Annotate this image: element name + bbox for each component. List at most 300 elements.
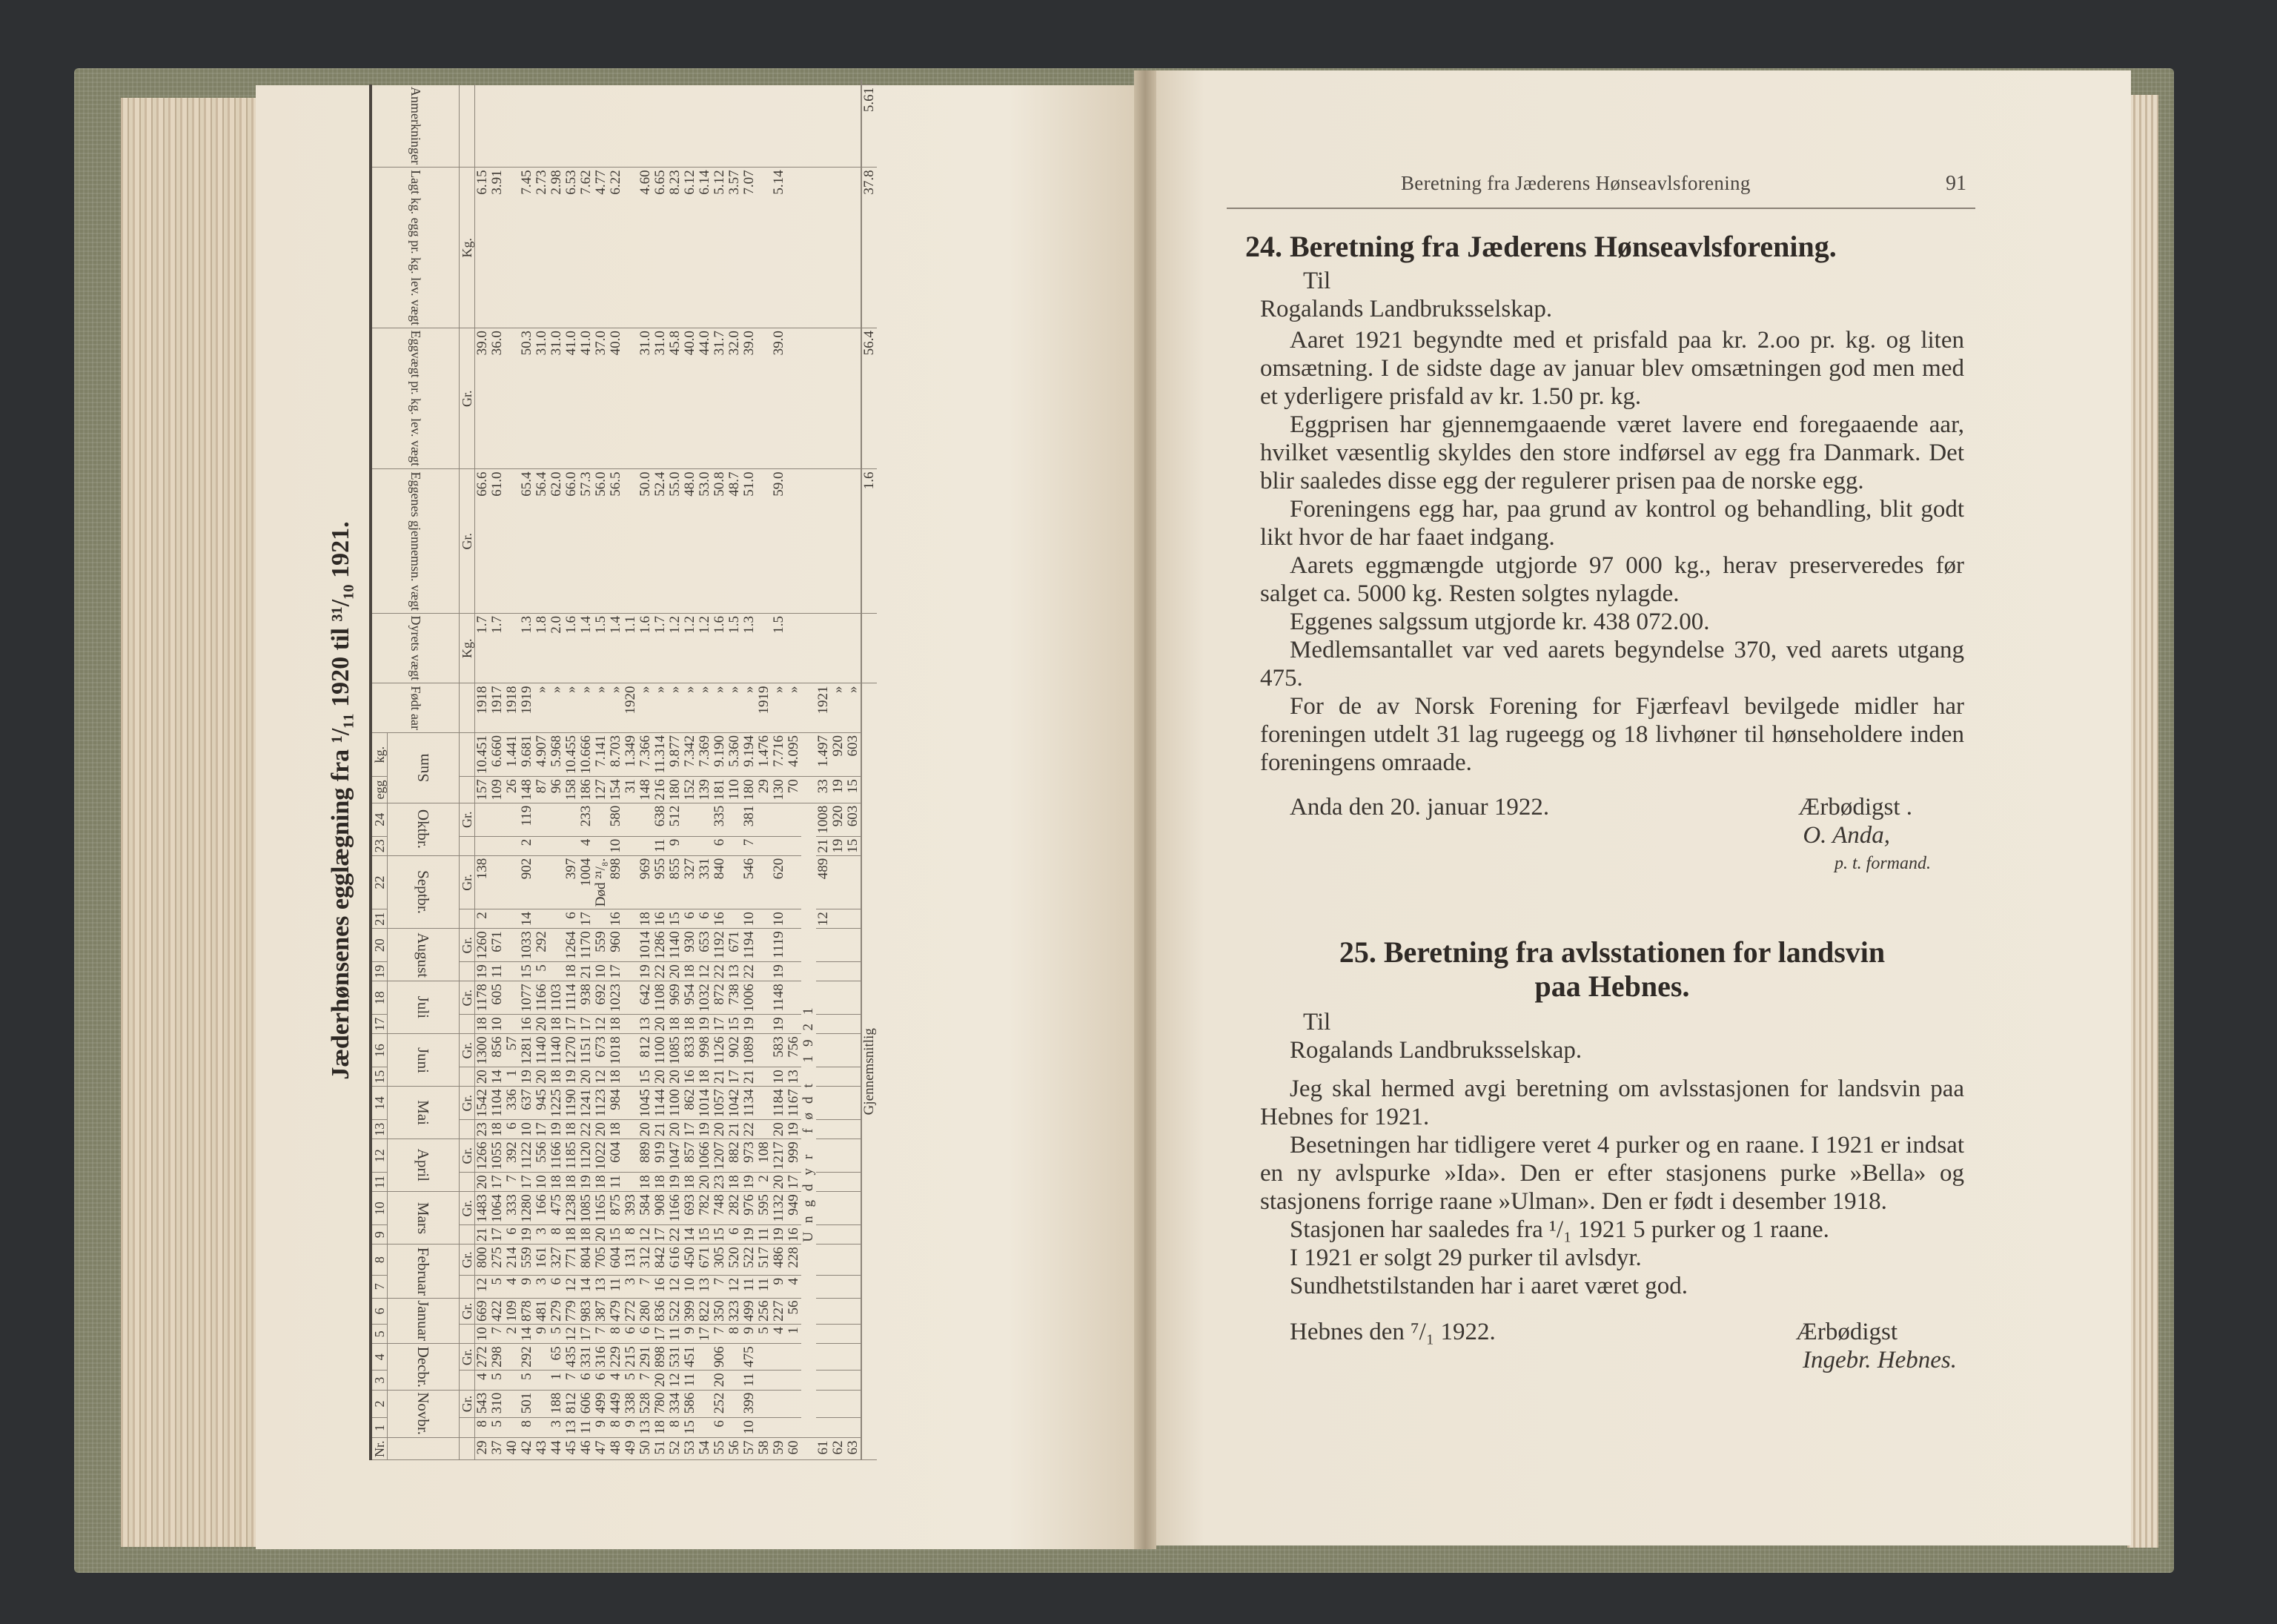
egg-count: 8	[727, 1325, 742, 1344]
cell-weight: 1.7	[490, 613, 505, 683]
egg-grams: 56	[786, 1298, 801, 1325]
egg-count: 7	[712, 1275, 727, 1298]
egg-count: 20	[653, 1371, 668, 1390]
egg-grams: 1066	[697, 1139, 712, 1173]
cell-kg_per_kg	[505, 168, 520, 328]
signature: O. Anda,	[1803, 822, 1890, 849]
egg-count: 12	[594, 1067, 609, 1087]
egg-count: 21	[579, 962, 594, 981]
egg-count: 19	[742, 1015, 757, 1034]
table-row	[683, 80, 697, 1460]
egg-grams: 387	[594, 1298, 609, 1325]
cell-egg: 109	[490, 777, 505, 803]
egg-grams	[623, 929, 638, 962]
egg-grams: 920	[831, 803, 846, 836]
gram-unit: Gr.	[460, 1244, 475, 1276]
notes-cell	[520, 84, 534, 167]
egg-count: 16	[609, 909, 623, 929]
column-number: 22	[371, 855, 388, 909]
table-row	[816, 80, 831, 1460]
egg-grams: 1032	[697, 981, 712, 1015]
egg-grams: 882	[727, 1139, 742, 1173]
blank	[801, 683, 816, 732]
column-number: Nr.	[371, 1438, 388, 1460]
row-number: 53	[683, 1438, 697, 1460]
cell-egg_per_kg: 31.7	[712, 328, 727, 469]
sum-header: Sum	[388, 732, 460, 803]
egg-grams: 279	[549, 1298, 564, 1325]
cell-weight	[505, 613, 520, 683]
egg-count: 11	[490, 962, 505, 981]
egg-count: 16	[653, 1275, 668, 1298]
egg-grams: 215	[623, 1344, 638, 1371]
egg-grams: 1194	[742, 929, 757, 962]
egg-grams: 543	[475, 1390, 491, 1417]
egg-count	[846, 909, 861, 929]
table-row	[623, 80, 638, 1460]
cell-kg: 11.314	[653, 732, 668, 776]
notes-cell	[846, 84, 861, 167]
egg-count	[757, 909, 772, 929]
egg-grams: 960	[609, 929, 623, 962]
extra-header-label: Eggvægt pr. kg. lev. vægt	[408, 331, 423, 467]
cell-year: 1917	[490, 683, 505, 732]
egg-count: 19	[742, 1173, 757, 1192]
column-number: 10	[371, 1192, 388, 1225]
egg-count: 20	[594, 1225, 609, 1244]
egg-count: 17	[712, 1015, 727, 1034]
cell-egg_per_kg: 39.0	[772, 328, 786, 469]
row-number: 62	[831, 1438, 846, 1460]
egg-grams: 1085	[579, 1192, 594, 1225]
notes-cell	[564, 84, 579, 167]
egg-grams: 1178	[475, 981, 491, 1015]
egg-count: 2	[505, 1325, 520, 1344]
egg-grams	[831, 1139, 846, 1173]
egg-count: 21	[653, 1120, 668, 1139]
signature-title: p. t. formand.	[1834, 854, 1931, 873]
cell-kg_per_kg: 6.15	[475, 168, 491, 328]
egg-grams: 280	[638, 1298, 653, 1325]
cell-egg_per_kg: 41.0	[564, 328, 579, 469]
cell-egg_per_kg: 31.0	[638, 328, 653, 469]
egg-count: 9	[683, 1325, 697, 1344]
egg-grams: 898	[653, 1344, 668, 1371]
egg-grams	[831, 1192, 846, 1225]
cell-avg_egg: 62.0	[549, 469, 564, 613]
egg-grams: 316	[594, 1344, 609, 1371]
egg-count: 18	[653, 1418, 668, 1438]
egg-count: 19	[772, 962, 786, 981]
cell-weight: 1.6	[564, 613, 579, 683]
egg-grams: 397	[564, 855, 579, 909]
egg-grams: 1140	[668, 929, 683, 962]
row-number: 61	[816, 1438, 831, 1460]
cell-kg_per_kg: 7.62	[579, 168, 594, 328]
egg-count: 20	[712, 1371, 727, 1390]
egg-count: 20	[772, 1120, 786, 1139]
egg-grams: 822	[697, 1298, 712, 1325]
cell-weight: 1.6	[638, 613, 653, 683]
egg-grams: 451	[683, 1344, 697, 1371]
egg-count	[816, 962, 831, 981]
table-row	[475, 80, 491, 1460]
cell-avg_egg	[846, 469, 861, 613]
egg-grams: 673	[594, 1034, 609, 1067]
egg-count	[816, 1015, 831, 1034]
egg-count: 1	[505, 1067, 520, 1087]
cell-egg_per_kg	[786, 328, 801, 469]
month-header	[388, 1298, 460, 1344]
egg-count	[623, 836, 638, 855]
section24-paragraph: Aarets eggmængde utgjorde 97 000 kg., herav preserveredes før salget ca. 5000 kg. Resten solgtes nylagde.	[1260, 552, 1964, 607]
month-header	[388, 1139, 460, 1192]
egg-count: 8	[609, 1325, 623, 1344]
egg-grams: 298	[490, 1344, 505, 1371]
egg-count: 15	[846, 836, 861, 855]
egg-grams	[816, 1344, 831, 1371]
cell-avg_egg: 66.0	[564, 469, 579, 613]
egg-grams: 1184	[772, 1087, 786, 1120]
egg-grams: 282	[727, 1192, 742, 1225]
egg-count: 18	[564, 962, 579, 981]
row-number: 60	[786, 1438, 801, 1460]
notes-cell	[549, 84, 564, 167]
egg-count	[831, 1275, 846, 1298]
egg-grams	[623, 1139, 638, 1173]
egg-count	[831, 1173, 846, 1192]
egg-grams	[505, 1344, 520, 1371]
egg-count: 13	[594, 1275, 609, 1298]
egg-count: 11	[579, 1418, 594, 1438]
egg-count: 7	[505, 1173, 520, 1192]
egg-count: 17	[609, 962, 623, 981]
egg-count	[534, 1371, 549, 1390]
egg-count: 13	[564, 1418, 579, 1438]
egg-count: 15	[712, 1225, 727, 1244]
month-header	[388, 1344, 460, 1390]
table-row	[505, 80, 520, 1460]
egg-count: 14	[490, 1067, 505, 1087]
cell-kg: 6.660	[490, 732, 505, 776]
egg-count: 9	[594, 1418, 609, 1438]
table-row	[831, 80, 846, 1460]
egg-count: 19	[697, 1015, 712, 1034]
egg-count: 4	[579, 836, 594, 855]
egg-grams	[757, 803, 772, 836]
notes-cell	[712, 84, 727, 167]
cell-egg_per_kg	[505, 328, 520, 469]
egg-grams: 908	[653, 1192, 668, 1225]
egg-grams	[727, 803, 742, 836]
egg-grams: 1008	[816, 803, 831, 836]
egg-grams: 812	[564, 1390, 579, 1417]
egg-grams: 479	[609, 1298, 623, 1325]
egg-grams: 108	[757, 1139, 772, 1173]
egg-count	[816, 1325, 831, 1344]
cell-weight	[816, 613, 831, 683]
month-header	[388, 1244, 460, 1298]
egg-count: 17	[786, 1173, 801, 1192]
cell-egg_per_kg: 36.0	[490, 328, 505, 469]
egg-count: 12	[697, 962, 712, 981]
cell-kg: 4.095	[786, 732, 801, 776]
table-row	[668, 80, 683, 1460]
extra-header	[371, 168, 460, 328]
cell-year: »	[609, 683, 623, 732]
egg-grams: 531	[668, 1344, 683, 1371]
egg-count: 17	[534, 1120, 549, 1139]
egg-grams: 312	[638, 1244, 653, 1276]
egg-count: 3	[623, 1275, 638, 1298]
cell-avg_egg: 56.4	[534, 469, 549, 613]
egg-count	[727, 1418, 742, 1438]
egg-count	[534, 836, 549, 855]
egg-count	[549, 836, 564, 855]
egg-grams: 999	[786, 1139, 801, 1173]
column-number: 13	[371, 1120, 388, 1139]
egg-count: 21	[816, 836, 831, 855]
egg-grams: 1126	[712, 1034, 727, 1067]
egg-count: 12	[727, 1275, 742, 1298]
egg-grams: 969	[638, 855, 653, 909]
cell-egg_per_kg: 45.8	[668, 328, 683, 469]
egg-count: 15	[520, 962, 534, 981]
egg-grams: 938	[579, 981, 594, 1015]
year-unit	[460, 683, 475, 732]
egg-count	[534, 909, 549, 929]
egg-count: 1	[786, 1325, 801, 1344]
egg-grams	[831, 1298, 846, 1325]
cell-weight: 1.5	[772, 613, 786, 683]
egg-grams: 556	[534, 1139, 549, 1173]
egg-count: 10	[520, 1120, 534, 1139]
egg-count: 18	[609, 1015, 623, 1034]
salutation-to: Til	[1303, 268, 1331, 294]
egg-grams	[757, 1087, 772, 1120]
table-row	[594, 80, 609, 1460]
egg-count: 19	[772, 1015, 786, 1034]
blank	[801, 469, 816, 613]
page-number: 91	[1946, 172, 1966, 195]
count-unit	[460, 836, 475, 855]
egg-count	[786, 1371, 801, 1390]
egg-grams: 228	[786, 1244, 801, 1276]
egg-count: 18	[653, 1173, 668, 1192]
egg-count: 8	[475, 1418, 491, 1438]
egg-count: 6	[579, 1371, 594, 1390]
egg-grams: 898	[609, 855, 623, 909]
table-row	[846, 80, 861, 1460]
egg-grams: 65	[549, 1344, 564, 1371]
egg-grams: 291	[638, 1344, 653, 1371]
egg-grams: 323	[727, 1298, 742, 1325]
egg-grams	[816, 1298, 831, 1325]
row-number: 45	[564, 1438, 579, 1460]
egg-grams	[594, 803, 609, 836]
egg-count: 2	[520, 836, 534, 855]
egg-grams: 833	[683, 1034, 697, 1067]
egg-grams: 1140	[549, 1034, 564, 1067]
egg-count	[757, 962, 772, 981]
egg-grams: 969	[668, 981, 683, 1015]
extra-header-label: Lagt kg. egg pr. kg. lev. vægt	[408, 170, 423, 326]
egg-count: 10	[594, 962, 609, 981]
egg-count: 17	[564, 1015, 579, 1034]
egg-count: 19	[638, 962, 653, 981]
cell-egg_per_kg	[623, 328, 638, 469]
signature-25: Ingebr. Hebnes.	[1802, 1347, 1957, 1373]
cell-kg: 1.441	[505, 732, 520, 776]
egg-count: 8	[520, 1418, 534, 1438]
sum-egg-header: egg	[371, 777, 388, 803]
egg-count: 17	[653, 1225, 668, 1244]
egg-grams: 637	[520, 1087, 534, 1120]
cell-weight	[831, 613, 846, 683]
cell-kg: 9.877	[668, 732, 683, 776]
section-25-body	[1260, 1075, 1964, 1300]
cell-weight: 1.1	[623, 613, 638, 683]
book-gutter	[1134, 70, 1156, 1549]
egg-count	[772, 836, 786, 855]
egg-count: 16	[653, 909, 668, 929]
cell-egg: 180	[668, 777, 683, 803]
egg-grams: 1166	[534, 981, 549, 1015]
egg-count: 17	[520, 1173, 534, 1192]
egg-count: 16	[712, 909, 727, 929]
egg-grams	[757, 1344, 772, 1371]
cell-year: 1919	[757, 683, 772, 732]
egg-count: 18	[490, 1120, 505, 1139]
column-number: 4	[371, 1344, 388, 1371]
extra-header	[371, 328, 460, 469]
egg-count: 20	[668, 1120, 683, 1139]
notes-cell	[727, 84, 742, 167]
count-unit	[460, 1173, 475, 1192]
cell-year: »	[697, 683, 712, 732]
egg-count	[549, 962, 564, 981]
egg-count: 9	[534, 1325, 549, 1344]
cell-kg_per_kg	[757, 168, 772, 328]
egg-count: 9	[520, 1275, 534, 1298]
cell-kg_per_kg: 8.23	[668, 168, 683, 328]
egg-grams: 779	[564, 1298, 579, 1325]
egg-grams	[846, 929, 861, 962]
egg-count: 19	[579, 1173, 594, 1192]
egg-grams: 138	[475, 855, 491, 909]
cell-egg: 180	[742, 777, 757, 803]
egg-count	[594, 836, 609, 855]
extra-header-label: Dyrets vægt	[408, 615, 423, 681]
cell-egg_per_kg	[816, 328, 831, 469]
table-row	[697, 80, 712, 1460]
egg-grams: 1004	[579, 855, 594, 909]
egg-grams: 605	[490, 981, 505, 1015]
extra-header	[371, 613, 460, 683]
egg-grams: 1144	[653, 1087, 668, 1120]
blank	[801, 328, 816, 469]
egg-count: 20	[638, 1120, 653, 1139]
egg-grams: 1018	[609, 1034, 623, 1067]
egg-count	[757, 836, 772, 855]
egg-grams: 1134	[742, 1087, 757, 1120]
egg-grams: 771	[564, 1244, 579, 1276]
egg-grams: 705	[594, 1244, 609, 1276]
egg-grams: 331	[579, 1344, 594, 1371]
notes-cell	[623, 84, 638, 167]
cell-year: »	[579, 683, 594, 732]
egg-count: 9	[668, 836, 683, 855]
table-row	[549, 80, 564, 1460]
egg-count: 15	[697, 1225, 712, 1244]
cell-egg: 152	[683, 777, 697, 803]
egg-count: 11	[683, 1371, 697, 1390]
egg-grams: 435	[564, 1344, 579, 1371]
egg-grams: 842	[653, 1244, 668, 1276]
egg-grams: 422	[490, 1298, 505, 1325]
egg-grams	[816, 1192, 831, 1225]
average-egg_per_kg: 37.8	[861, 168, 877, 328]
column-number: 14	[371, 1087, 388, 1120]
gram-unit: Gr.	[460, 469, 475, 613]
column-number: 9	[371, 1225, 388, 1244]
egg-count: 7	[594, 1325, 609, 1344]
notes-cell	[534, 84, 549, 167]
egg-count: 7	[712, 1325, 727, 1344]
egg-grams: 1192	[712, 929, 727, 962]
egg-count: 10	[742, 909, 757, 929]
month-header	[388, 803, 460, 855]
section-25-heading-line2: paa Hebnes.	[1534, 970, 1690, 1003]
egg-count: 11	[757, 1275, 772, 1298]
egg-count: 20	[475, 1173, 491, 1192]
egg-grams: 1300	[475, 1034, 491, 1067]
place-date: Anda den 20. januar 1922.	[1290, 794, 1550, 821]
egg-count: 22	[742, 962, 757, 981]
blank	[801, 168, 816, 328]
egg-count	[786, 909, 801, 929]
cell-egg_per_kg	[831, 328, 846, 469]
egg-grams: 1100	[653, 1034, 668, 1067]
cell-avg_egg: 65.4	[520, 469, 534, 613]
egg-grams: 1166	[549, 1139, 564, 1173]
egg-grams: 559	[594, 929, 609, 962]
cell-weight: 1.2	[683, 613, 697, 683]
egg-grams	[846, 1192, 861, 1225]
egg-count: 14	[579, 1275, 594, 1298]
cell-egg_per_kg: 31.0	[653, 328, 668, 469]
egg-count: 18	[579, 1225, 594, 1244]
column-number: 8	[371, 1244, 388, 1276]
egg-grams: 1225	[549, 1087, 564, 1120]
egg-count: 4	[475, 1371, 491, 1390]
egg-grams: 1167	[786, 1087, 801, 1120]
cell-weight: 1.3	[742, 613, 757, 683]
cell-year: »	[683, 683, 697, 732]
table-row	[712, 80, 727, 1460]
salutation-org: Rogalands Landbruksselskap.	[1260, 296, 1553, 322]
cell-kg_per_kg: 4.60	[638, 168, 653, 328]
egg-grams: 109	[505, 1298, 520, 1325]
egg-grams: 1151	[579, 1034, 594, 1067]
count-unit	[460, 1418, 475, 1438]
egg-count	[846, 1120, 861, 1139]
egg-count: 21	[475, 1225, 491, 1244]
gram-unit: Gr.	[460, 803, 475, 836]
egg-count	[757, 1120, 772, 1139]
egg-grams	[831, 1087, 846, 1120]
egg-grams: 528	[638, 1390, 653, 1417]
